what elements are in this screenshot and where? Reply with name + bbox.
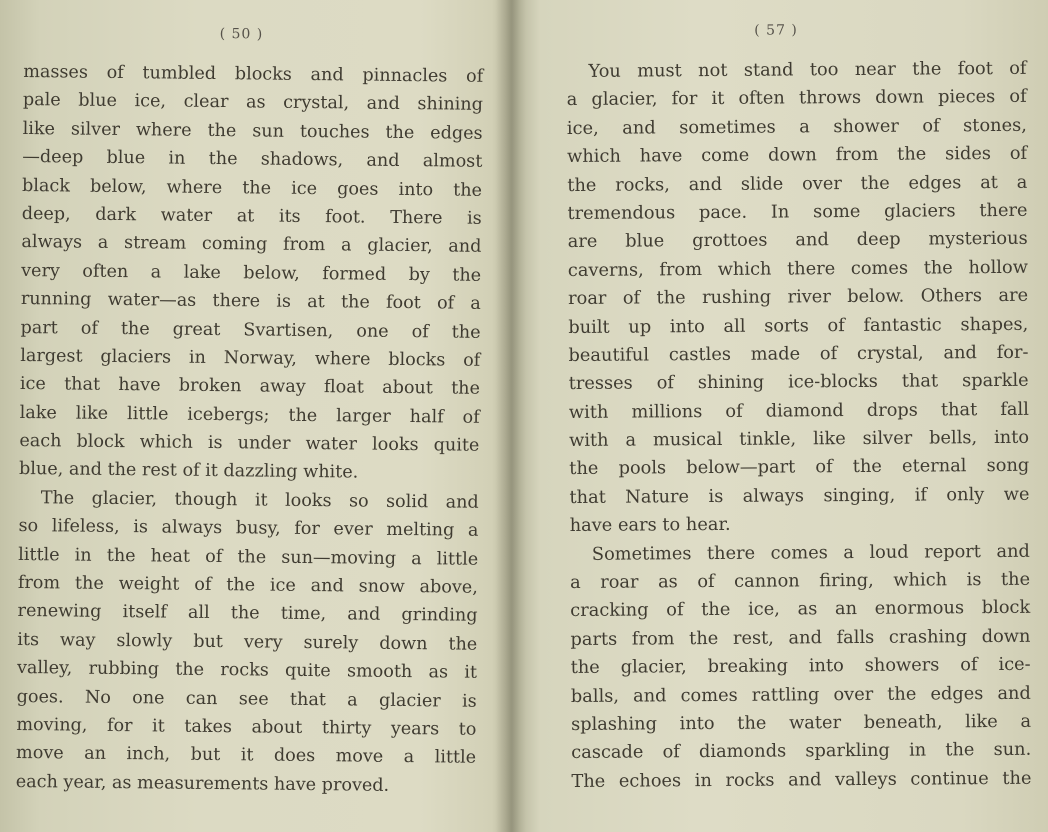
text-line: a glacier, for it often throws down pieces of (566, 86, 1027, 111)
text-line: goes. No one can see that a glacier is (16, 686, 477, 712)
text-line: renewing itself all the time, and grinding (17, 601, 478, 627)
text-line: its way slowly but very surely down the (17, 629, 478, 655)
text-line: beautiful castles made of crystal, and for- (568, 341, 1029, 366)
text-line: running water—as there is at the foot of a (20, 289, 481, 314)
text-line: splashing into the water beneath, like a (570, 710, 1032, 735)
text-line: balls, and comes rattling over the edges and (570, 682, 1031, 707)
text-line: deep, dark water at its foot. There is (21, 203, 482, 229)
text-line: The echoes in rocks and valleys continue the (571, 767, 1032, 792)
text-line: —deep blue in the shadows, and almost (22, 147, 483, 172)
text-line: cracking of the ice, as an enormous block (570, 597, 1031, 622)
text-line: roar of the rushing river below. Others are (568, 284, 1029, 310)
text-line: parts from the rest, and falls crashing down (570, 625, 1031, 650)
text-line: each block which is under water looks quite (19, 431, 480, 456)
text-line: tremendous pace. In some glaciers there (567, 199, 1028, 224)
text-line: cascade of diamonds sparkling in the sun. (571, 739, 1032, 764)
text-line: the rocks, and slide over the edges at a (567, 171, 1028, 196)
text-line: with millions of diamond drops that fall (568, 398, 1029, 423)
text-line: built up into all sorts of fantastic shapes, (568, 313, 1029, 338)
left-page-number: ( 50 ) (219, 26, 264, 43)
text-line: tresses of shining ice-blocks that sparkle (568, 370, 1029, 395)
text-line: from the weight of the ice and snow above, (17, 572, 478, 598)
text-line: Sometimes there comes a loud report and (591, 540, 1030, 565)
text-line: a roar as of cannon firing, which is the (569, 568, 1031, 594)
text-line: blue, and the rest of it dazzling white. (18, 459, 359, 483)
text-line: moving, for it takes about thirty years to (16, 714, 477, 740)
text-line: always a stream coming from a glacier, and (21, 232, 482, 258)
text-line: You must not stand too near the foot of (588, 57, 1027, 82)
text-line: move an inch, but it does move a little (16, 743, 477, 769)
text-line: which have come down from the sides of (567, 142, 1028, 168)
text-line: like silver where the sun touches the edges (22, 118, 483, 144)
text-line: that Nature is always singing, if only we (569, 483, 1030, 508)
text-line: The glacier, though it looks so solid and (40, 488, 479, 513)
text-line: the pools below—part of the eternal song (569, 455, 1030, 480)
text-line: very often a lake below, formed by the (21, 260, 482, 286)
text-line: masses of tumbled blocks and pinnacles of (23, 61, 484, 87)
left-page (15, 0, 484, 796)
text-line: part of the great Svartisen, one of the (20, 317, 481, 343)
text-line: lake like little icebergs; the larger half of (19, 402, 480, 428)
text-line: have ears to hear. (569, 514, 731, 537)
text-line: black below, where the ice goes into the (21, 175, 483, 201)
text-line: so lifeless, is always busy, for ever melting a (18, 516, 479, 542)
text-line: little in the heat of the sun—moving a little (18, 544, 479, 570)
text-line: largest glaciers in Norway, where blocks of (20, 345, 481, 371)
text-line: ice that have broken away float about the (19, 374, 481, 400)
text-line: valley, rubbing the rocks quite smooth as it (16, 658, 478, 683)
text-line: with a musical tinkle, like silver bells, into (569, 426, 1030, 452)
right-page-number: ( 57 ) (754, 22, 798, 39)
text-line: pale blue ice, clear as crystal, and shining (22, 90, 484, 116)
right-page-text (566, 55, 1031, 796)
book-gutter (496, 0, 526, 832)
left-page-text (16, 58, 484, 801)
text-line: each year, as measurements have proved. (15, 771, 390, 796)
text-line: caverns, from which there comes the hollow (567, 256, 1028, 281)
text-line: ice, and sometimes a shower of stones, (566, 114, 1027, 139)
text-line: the glacier, breaking into showers of ice- (570, 653, 1031, 679)
text-line: are blue grottoes and deep mysterious (567, 228, 1028, 253)
